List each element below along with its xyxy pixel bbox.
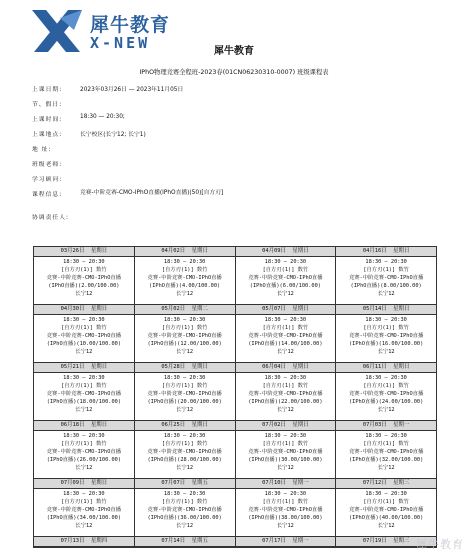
info-label: 节、假日: [32,102,63,108]
session-course: 竞赛-中阶竞赛-CMO-IPhO直播 [147,507,222,513]
cell-body [236,373,336,420]
session-weekday: 星期一 [393,422,410,428]
session-room: 长宁12 [377,291,395,297]
session-course: 竞赛-中阶竞赛-CMO-IPhO直播 [348,449,424,455]
cell-body [135,257,235,304]
session-progress: (IPhO直播)(40.00/100.00) [348,515,424,521]
schedule-cell [336,479,437,537]
session-time: 18:30 — 20:30 [163,375,206,381]
session-teacher: [自方刃(1)] 数竹 [161,267,208,273]
watermark: 犀牛教育 [416,538,464,551]
session-weekday: 星期日 [191,364,208,370]
cell-body [236,257,336,304]
cell-date-header [34,537,134,547]
session-room: 长宁12 [75,407,93,413]
session-date: 07月02日 [262,422,286,428]
session-teacher: [自方刃(1)] 数竹 [161,383,208,389]
session-date: 04月16日 [362,248,387,254]
session-course: 竞赛-中阶竞赛-CMO-IPhO直播 [348,507,424,513]
session-date: 06月04日 [262,364,286,370]
session-room: 长宁12 [176,407,194,413]
schedule-cell [34,363,135,421]
schedule-row [34,305,437,363]
session-date: 07月09日 [60,480,85,486]
session-weekday: 星期三 [393,480,410,486]
session-room: 长宁12 [276,349,294,355]
session-date: 07月19日 [362,538,387,544]
schedule-subtitle: IPhO物理竞赛全程班-2023春(01CN06230310-0007) 班级课程表 [139,69,329,76]
session-progress: (IPhO直播)(14.00/100.00) [248,341,323,347]
session-time: 18:30 — 20:30 [63,491,105,497]
session-date: 07月10日 [262,480,286,486]
cell-date-header [236,421,336,431]
session-course: 竞赛-中阶竞赛-CMO-IPhO直播 [348,275,424,281]
cell-body [34,431,134,478]
schedule-row [34,363,437,421]
session-time: 18:30 — 20:30 [63,433,105,439]
session-date: 07月13日 [60,538,85,544]
session-room: 长宁12 [276,465,294,471]
session-date: 04月09日 [262,248,286,254]
session-teacher: [自方刃(1)] 数竹 [161,499,208,505]
session-time: 18:30 — 20:30 [365,375,407,381]
schedule-cell [134,305,235,363]
session-time: 18:30 — 20:30 [365,491,407,497]
session-time: 18:30 — 20:30 [365,317,407,323]
logo-name-cn: 犀牛教育 [90,14,171,36]
session-time: 18:30 — 20:30 [163,259,206,265]
info-label: 上课日期: [32,87,63,93]
session-course: 竞赛-中阶竞赛-CMO-IPhO直播 [46,391,121,397]
cell-date-header [34,479,134,489]
session-room: 长宁12 [176,291,194,297]
cell-date-header [336,305,436,315]
session-date: 04月02日 [161,248,186,254]
schedule-cell [34,537,135,548]
session-teacher: [自方刃(1)] 数竹 [61,499,107,505]
session-room: 长宁12 [276,407,294,413]
schedule-cell [134,247,235,305]
schedule-cell [34,421,135,479]
info-label: 课程信息: [32,192,63,198]
cell-date-header [34,363,134,373]
info-label: 协调责任人: [32,215,69,221]
schedule-cell [134,479,235,537]
session-teacher: [自方刃(1)] 数竹 [262,441,309,447]
session-weekday: 星期日 [292,364,309,370]
cell-body [135,431,235,478]
schedule-cell [34,247,135,305]
session-room: 长宁12 [176,349,194,355]
cell-date-header [135,305,235,315]
schedule-row [34,479,437,537]
session-date: 07月03日 [362,422,387,428]
schedule-cell [235,537,336,548]
cell-body [336,489,436,536]
session-teacher: [自方刃(1)] 数竹 [262,383,309,389]
session-progress: (IPhO直播)(12.00/100.00) [147,341,222,347]
session-weekday: 星期三 [393,538,410,544]
session-teacher: [自方刃(1)] 数竹 [363,383,409,389]
session-progress: (IPhO直播)(10.00/100.00) [46,341,122,347]
session-weekday: 星期日 [292,306,309,312]
info-label: 上课时间: [32,117,63,123]
session-teacher: [自方刃(1)] 数竹 [363,441,409,447]
session-date: 07月12日 [362,480,387,486]
session-teacher: [自方刃(1)] 数竹 [363,325,409,331]
session-room: 长宁12 [176,523,194,529]
schedule-row [34,537,437,548]
logo-name-en: X-NEW [90,34,151,52]
cell-body [236,489,336,536]
session-progress: (IPhO直播)(38.00/100.00) [248,515,323,521]
session-time: 18:30 — 20:30 [264,317,307,323]
session-progress: (IPhO直播)(18.00/100.00) [46,399,122,405]
cell-date-header [336,363,436,373]
session-weekday: 星期日 [191,422,208,428]
schedule-cell [235,247,336,305]
cell-date-header [236,479,336,489]
session-time: 18:30 — 20:30 [264,259,307,265]
session-course: 竞赛-中阶竞赛-CMO-IPhO直播 [147,391,222,397]
session-course: 竞赛-中阶竞赛-CMO-IPhO直播 [248,449,323,455]
session-time: 18:30 — 20:30 [264,433,307,439]
cell-body [236,431,336,478]
session-weekday: 星期日 [292,422,309,428]
session-teacher: [自方刃(1)] 数竹 [61,267,107,273]
session-weekday: 星期四 [90,538,108,544]
session-teacher: [自方刃(1)] 数竹 [262,499,309,505]
session-date: 06月18日 [60,422,85,428]
session-progress: (IPhO直播)(8.00/100.00) [350,283,422,289]
session-weekday: 星期日 [191,248,208,254]
session-time: 18:30 — 20:30 [163,491,206,497]
session-time: 18:30 — 20:30 [163,317,206,323]
session-progress: (IPhO直播)(30.00/100.00) [248,457,323,463]
schedule-cell [336,363,437,421]
schedule-cell [134,537,235,548]
session-room: 长宁12 [75,349,93,355]
session-teacher: [自方刃(1)] 数竹 [61,441,107,447]
cell-date-header [135,479,235,489]
info-label: 上课地点: [32,132,63,138]
info-value: 18:30 — 20:30; [80,114,125,120]
session-time: 18:30 — 20:30 [264,491,307,497]
session-progress: (IPhO直播)(32.00/100.00) [348,457,424,463]
org-title: 犀牛教育 [214,46,254,57]
session-course: 竞赛-中阶竞赛-CMO-IPhO直播 [147,275,222,281]
session-date: 07月17日 [262,538,286,544]
session-progress: (IPhO直播)(2.00/100.00) [48,283,120,289]
cell-date-header [236,537,336,547]
session-time: 18:30 — 20:30 [63,317,105,323]
session-progress: (IPhO直播)(4.00/100.00) [149,283,221,289]
session-course: 竞赛-中阶竞赛-CMO-IPhO直播 [248,391,323,397]
cell-body [236,315,336,362]
session-weekday: 星期日 [292,248,309,254]
session-progress: (IPhO直播)(16.00/100.00) [348,341,424,347]
session-date: 05月21日 [60,364,85,370]
session-room: 长宁12 [377,407,395,413]
session-course: 竞赛-中阶竞赛-CMO-IPhO直播 [248,507,323,513]
session-date: 06月25日 [161,422,186,428]
session-room: 长宁12 [176,465,194,471]
schedule-table [33,246,437,548]
session-date: 05月07日 [262,306,286,312]
session-course: 竞赛-中阶竞赛-CMO-IPhO直播 [348,391,424,397]
session-weekday: 星期日 [393,364,410,370]
info-label: 班级老师: [32,162,63,168]
session-date: 07月07日 [161,480,186,486]
info-label: 地 址: [32,147,52,153]
session-date: 05月14日 [362,306,387,312]
session-course: 竞赛-中阶竞赛-CMO-IPhO直播 [46,275,121,281]
session-progress: (IPhO直播)(26.00/100.00) [46,457,122,463]
cell-body [135,315,235,362]
schedule-cell [34,305,135,363]
cell-body [135,489,235,536]
session-time: 18:30 — 20:30 [264,375,307,381]
cell-date-header [336,247,436,257]
cell-date-header [236,247,336,257]
session-date: 05月02日 [161,306,186,312]
schedule-cell [134,421,235,479]
cell-body [336,315,436,362]
session-date: 05月28日 [161,364,186,370]
cell-body [135,373,235,420]
session-date: 04月30日 [60,306,85,312]
cell-date-header [34,305,134,315]
cell-body [336,257,436,304]
session-weekday: 星期日 [90,306,108,312]
session-room: 长宁12 [276,291,294,297]
session-time: 18:30 — 20:30 [365,433,407,439]
session-course: 竞赛-中阶竞赛-CMO-IPhO直播 [248,333,323,339]
session-time: 18:30 — 20:30 [63,375,105,381]
session-room: 长宁12 [377,465,395,471]
cell-date-header [34,247,134,257]
schedule-cell [235,363,336,421]
session-date: 03月26日 [60,248,85,254]
info-value: 竞赛-中阶竞赛-CMO-IPhO直播(IPhO直播)(50)[自方刃] [80,190,224,196]
session-progress: (IPhO直播)(36.00/100.00) [147,515,222,521]
session-progress: (IPhO直播)(24.00/100.00) [348,399,424,405]
session-weekday: 星期日 [90,248,108,254]
session-weekday: 星期二 [191,306,208,312]
session-course: 竞赛-中阶竞赛-CMO-IPhO直播 [46,449,121,455]
session-progress: (IPhO直播)(22.00/100.00) [248,399,323,405]
schedule-cell [235,305,336,363]
cell-date-header [135,537,235,547]
cell-date-header [135,363,235,373]
cell-body [34,315,134,362]
session-progress: (IPhO直播)(6.00/100.00) [249,283,321,289]
schedule-cell [34,479,135,537]
session-room: 长宁12 [75,291,93,297]
session-course: 竞赛-中阶竞赛-CMO-IPhO直播 [46,333,121,339]
schedule-cell [235,421,336,479]
cell-date-header [34,421,134,431]
schedule-row [34,421,437,479]
session-teacher: [自方刃(1)] 数竹 [363,499,409,505]
session-teacher: [自方刃(1)] 数竹 [262,325,309,331]
session-room: 长宁12 [276,523,294,529]
session-teacher: [自方刃(1)] 数竹 [61,325,107,331]
session-teacher: [自方刃(1)] 数竹 [363,267,409,273]
session-weekday: 星期日 [393,248,410,254]
session-room: 长宁12 [377,349,395,355]
session-weekday: 星期日 [90,480,108,486]
schedule-cell [336,247,437,305]
cell-date-header [336,421,436,431]
info-value: 长宁校区(长宁12; 长宁1) [80,132,146,138]
session-weekday: 星期日 [90,422,108,428]
cell-date-header [135,421,235,431]
session-teacher: [自方刃(1)] 数竹 [161,325,208,331]
cell-date-header [336,479,436,489]
session-time: 18:30 — 20:30 [163,433,206,439]
cell-body [34,489,134,536]
schedule-row [34,247,437,305]
schedule-cell [235,479,336,537]
session-weekday: 星期五 [191,480,208,486]
cell-date-header [236,305,336,315]
session-room: 长宁12 [75,523,93,529]
session-time: 18:30 — 20:30 [365,259,407,265]
cell-body [336,431,436,478]
session-time: 18:30 — 20:30 [63,259,105,265]
session-course: 竞赛-中阶竞赛-CMO-IPhO直播 [348,333,424,339]
info-label: 学习顾问: [32,177,63,183]
session-weekday: 星期一 [292,538,309,544]
schedule-cell [336,305,437,363]
cell-date-header [236,363,336,373]
cell-date-header [135,247,235,257]
session-progress: (IPhO直播)(20.00/100.00) [147,399,222,405]
session-course: 竞赛-中阶竞赛-CMO-IPhO直播 [248,275,323,281]
session-progress: (IPhO直播)(34.00/100.00) [46,515,122,521]
session-date: 06月11日 [362,364,387,370]
session-weekday: 星期日 [90,364,108,370]
session-progress: (IPhO直播)(28.00/100.00) [147,457,222,463]
info-value: 2023年03月26日 — 2023年11月05日 [80,87,184,93]
schedule-cell [336,421,437,479]
session-teacher: [自方刃(1)] 数竹 [161,441,208,447]
session-room: 长宁12 [75,465,93,471]
cell-body [336,373,436,420]
session-weekday: 星期日 [393,306,410,312]
session-weekday: 星期五 [191,538,208,544]
session-course: 竞赛-中阶竞赛-CMO-IPhO直播 [147,449,222,455]
cell-body [34,373,134,420]
session-date: 07月14日 [161,538,186,544]
session-course: 竞赛-中阶竞赛-CMO-IPhO直播 [46,507,121,513]
schedule-cell [134,363,235,421]
cell-body [34,257,134,304]
session-teacher: [自方刃(1)] 数竹 [262,267,309,273]
session-teacher: [自方刃(1)] 数竹 [61,383,107,389]
session-room: 长宁12 [377,523,395,529]
session-course: 竞赛-中阶竞赛-CMO-IPhO直播 [147,333,222,339]
session-weekday: 星期一 [292,480,309,486]
